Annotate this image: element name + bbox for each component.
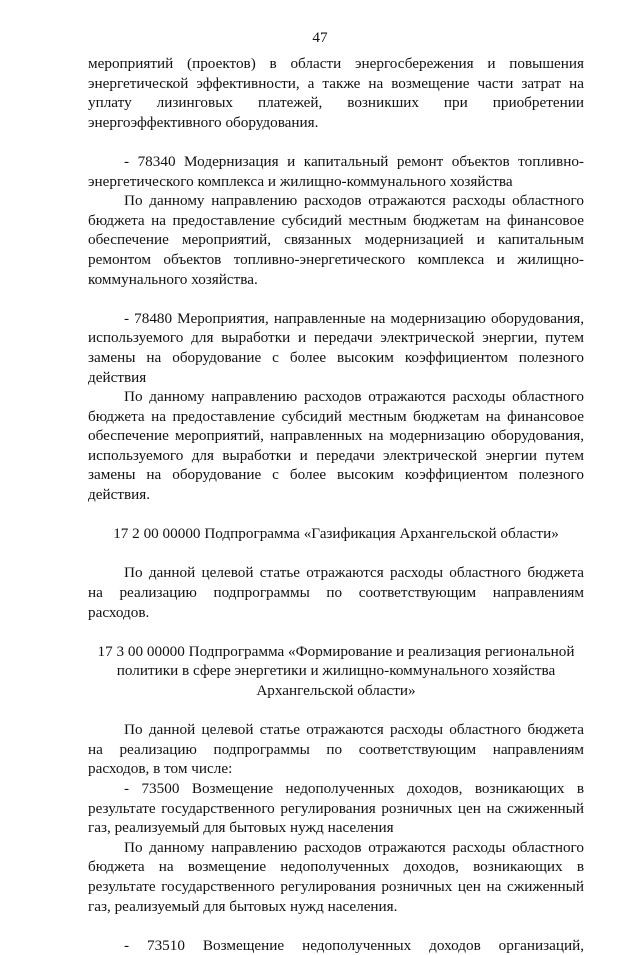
subprogram-17-2-heading: 17 2 00 00000 Подпрограмма «Газификация Архангельской области»	[113, 525, 559, 543]
subprogram-17-3-description: По данной целевой статье отражаются расходы областного бюджета на реализацию подпрограммы по соответствующим направлениям расходов, в том числе:	[88, 721, 584, 778]
spacer	[88, 289, 584, 309]
item-73500-heading: - 73500 Возмещение недополученных доходов, возникающих в результате государственного регулирования розничных цен на сжиженный газ, реализуемый для бытовых нужд населения	[88, 779, 584, 837]
item-73510-heading: - 73510 Возмещение недополученных доходов организаций,	[124, 936, 584, 954]
item-73500-description: По данному направлению расходов отражаются расходы областного бюджета на возмещение недополученных доходов, возникающих в результате государственного регулирования розничных цен на сжиженный газ, реализуемый для бытовых нужд населения.	[88, 838, 584, 915]
item-78480-heading: - 78480 Мероприятия, направленные на модернизацию оборудования, используемого для выработки и передачи электрической энергии, путем замены на оборудование с более высоким коэффициентом полезного действия	[88, 309, 584, 386]
spacer	[88, 622, 584, 642]
item-78480-description: По данному направлению расходов отражаются расходы областного бюджета на предоставление субсидий местным бюджетам на финансовое обеспечение мероприятий, направленных на модернизацию оборудования, используемого для выработки и передачи электрической энергии путем замены на оборудование с более высоким коэффициентом полезного действия.	[88, 388, 584, 504]
spacer	[88, 916, 584, 936]
item-78340-description: По данному направлению расходов отражаются расходы областного бюджета на предоставление субсидий местным бюджетам на финансовое обеспечение мероприятий, связанных модернизацией и капитальным ремонтом объектов топливно-энергетического комплекса и жилищно-коммунального хозяйства.	[88, 192, 584, 288]
page-number: 47	[312, 29, 328, 46]
spacer	[88, 132, 584, 152]
document-body	[88, 54, 584, 955]
subprogram-17-2-description: По данной целевой статье отражаются расходы областного бюджета на реализацию подпрограммы по соответствующим направлениям расходов.	[88, 564, 584, 621]
spacer	[88, 505, 584, 525]
item-78340-heading: - 78340 Модернизация и капитальный ремонт объектов топливно-энергетического комплекса и жилищно-коммунального хозяйства	[88, 152, 584, 190]
paragraph-continuation: мероприятий (проектов) в области энергосбережения и повышения энергетической эффективности, а также на возмещение части затрат на уплату лизинговых платежей, возникших при приобретении энергоэффективного оборудования.	[88, 55, 584, 131]
spacer	[88, 701, 584, 721]
subprogram-17-3-heading: 17 3 00 00000 Подпрограмма «Формирование и реализация региональной политики в сфере энергетики и жилищно-коммунального хозяйства Архангельской области»	[97, 642, 575, 699]
spacer	[88, 544, 584, 564]
